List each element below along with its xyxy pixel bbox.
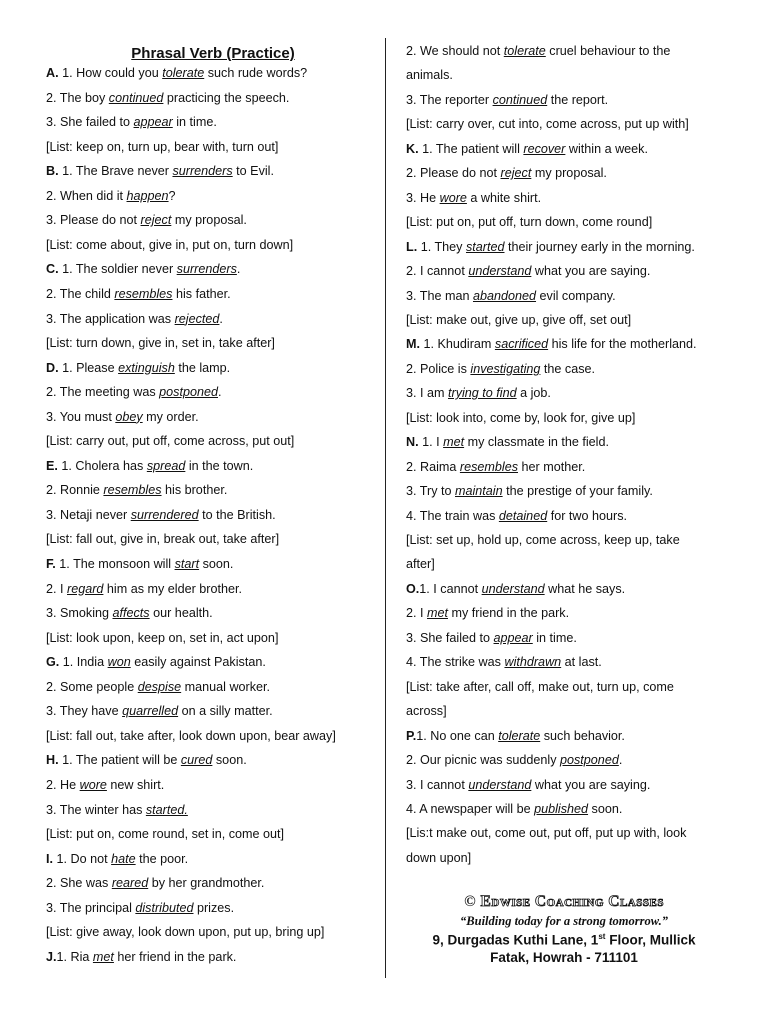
left-line (46, 654, 266, 670)
left-line (46, 826, 284, 842)
left-line (46, 728, 336, 744)
target-verb: met (427, 606, 448, 621)
target-verb: regard (67, 581, 104, 596)
left-line (46, 924, 324, 940)
left-line (46, 752, 247, 768)
right-line (406, 336, 722, 352)
brand-text: Edwise Coaching Classes (480, 893, 664, 910)
section-letter: F. (46, 557, 56, 571)
right-line (406, 605, 722, 621)
address-line-2: Fatak, Howrah - 711101 (490, 949, 638, 965)
right-line (406, 141, 722, 157)
target-verb: detained (498, 508, 548, 523)
right-line (406, 43, 722, 59)
right-line (406, 850, 722, 866)
left-line (46, 679, 270, 695)
target-verb: investigating (470, 361, 541, 376)
sentence-text: to Evil. (232, 164, 274, 179)
sentence-text: 2. Raima (406, 459, 460, 474)
sentence-text: evil company. (536, 288, 616, 303)
target-verb: trying to find (448, 386, 517, 401)
target-verb: resembles (103, 483, 162, 498)
left-line (46, 556, 233, 572)
sentence-text: 2. He (46, 777, 80, 792)
left-line (46, 507, 276, 523)
target-verb: start (174, 557, 200, 571)
right-line (406, 508, 722, 524)
sentence-text: across] (406, 704, 447, 719)
right-line (406, 239, 722, 255)
target-verb: sacrificed (494, 337, 549, 352)
section-letter: D. (46, 360, 59, 375)
left-line (46, 286, 231, 302)
sentence-text: 1. They (417, 239, 466, 254)
sentence-text: in time. (172, 115, 217, 130)
target-verb: hate (111, 851, 136, 866)
target-verb: understand (481, 581, 545, 596)
right-line (406, 459, 722, 475)
sentence-text: . (236, 262, 241, 277)
sentence-text: 1. Khudiram (420, 337, 495, 352)
sentence-text: 2. When did it (46, 188, 127, 203)
left-line (46, 384, 222, 400)
sentence-text: [Lis:t make out, come out, put off, put up with, look (406, 826, 687, 841)
sentence-text: 2. We should not (406, 44, 504, 58)
sentence-text: his life for the motherland. (548, 337, 697, 352)
target-verb: surrenders (176, 262, 237, 277)
left-line (46, 433, 294, 449)
left-line (46, 163, 274, 179)
target-verb: cured (180, 753, 213, 768)
right-line (406, 630, 722, 646)
sentence-text: 2. I (406, 606, 427, 621)
sentence-text: my classmate in the field. (464, 435, 609, 450)
section-letter: K. (406, 141, 419, 156)
sentence-text: her friend in the park. (113, 949, 237, 964)
page-title: Phrasal Verb (Practice) (131, 45, 295, 62)
target-verb: met (92, 949, 114, 964)
sentence-text: soon. (212, 753, 247, 768)
sentence-text: 3. I cannot (406, 777, 469, 792)
sentence-text: our health. (149, 606, 213, 621)
sentence-text: to the British. (198, 507, 276, 522)
right-line (406, 116, 722, 132)
target-verb: understand (468, 777, 532, 792)
right-line (406, 434, 722, 450)
sentence-text: after] (406, 557, 435, 572)
sentence-text: 1. How could you (58, 66, 163, 80)
sentence-text: [List: fall out, give in, break out, take after] (46, 532, 280, 547)
sentence-text: my friend in the park. (448, 606, 570, 621)
sentence-text: 3. He (406, 190, 440, 205)
sentence-text: 3. The principal (46, 900, 136, 915)
sentence-text: on a silly matter. (178, 704, 273, 719)
sentence-text: 1. The patient will (418, 141, 524, 156)
sentence-text: 3. Smoking (46, 606, 113, 621)
sentence-text: 1. The soldier never (58, 262, 177, 277)
right-line (406, 288, 722, 304)
left-line (46, 65, 307, 81)
left-line (46, 900, 234, 916)
sentence-text: 3. The winter has (46, 802, 146, 817)
right-line (406, 410, 722, 426)
sentence-text: 1. India (59, 655, 108, 670)
target-verb: happen (126, 188, 169, 203)
section-letter: I. (46, 851, 53, 866)
target-verb: tolerate (498, 728, 541, 743)
sentence-text: soon. (588, 801, 623, 816)
sentence-text: what he says. (544, 581, 626, 596)
left-line (46, 703, 273, 719)
sentence-text: 2. Please do not (406, 166, 501, 181)
left-line (46, 458, 253, 474)
sentence-text: [List: put on, put off, turn down, come round] (406, 215, 653, 230)
sentence-text: animals. (406, 68, 453, 83)
target-verb: resembles (459, 459, 518, 474)
target-verb: resembles (114, 286, 173, 301)
sentence-text: 2. Ronnie (46, 483, 104, 498)
target-verb: started (465, 239, 505, 254)
sentence-text: the prestige of your family. (502, 484, 653, 499)
right-line (406, 532, 722, 548)
section-letter: A. (46, 66, 59, 80)
sentence-text: easily against Pakistan. (130, 655, 266, 670)
sentence-text: [List: look into, come by, look for, give up] (406, 410, 636, 425)
sentence-text: such rude words? (204, 66, 308, 80)
sentence-text: 3. They have (46, 704, 123, 719)
target-verb: postponed (159, 385, 218, 400)
sentence-text: . (219, 311, 223, 326)
sentence-text: what you are saying. (531, 264, 651, 279)
sentence-text: my proposal. (171, 213, 247, 228)
sentence-text: 1. The patient will be (58, 753, 181, 768)
target-verb: surrenders (172, 164, 233, 179)
sentence-text: my order. (142, 409, 199, 424)
target-verb: continued (108, 90, 164, 105)
section-letter: E. (46, 458, 58, 473)
sentence-text: soon. (199, 557, 234, 571)
sentence-text: him as my elder brother. (103, 581, 242, 596)
target-verb: reared (111, 876, 149, 891)
sentence-text: practicing the speech. (163, 90, 290, 105)
right-line (406, 556, 722, 572)
sentence-text: down upon] (406, 850, 472, 865)
target-verb: obey (115, 409, 143, 424)
sentence-text: 4. A newspaper will be (406, 801, 535, 816)
target-verb: reject (140, 213, 172, 228)
target-verb: distributed (135, 900, 194, 915)
sentence-text: manual worker. (181, 679, 271, 694)
sentence-text: . (618, 753, 623, 768)
section-letter: L. (406, 239, 418, 254)
sentence-text: 1. Do not (53, 851, 112, 866)
section-letter: H. (46, 753, 59, 768)
address-line-1: 9, Durgadas Kuthi Lane, 1st Floor, Mullick (432, 932, 696, 948)
target-verb: wore (79, 777, 107, 792)
sentence-text: [List: make out, give up, give off, set out] (406, 312, 632, 327)
sentence-text: [List: come about, give in, put on, turn down] (46, 237, 294, 252)
sentence-text: the report. (547, 92, 609, 107)
sentence-text: 1. Cholera has (57, 458, 147, 473)
target-verb: extinguish (118, 360, 175, 375)
sentence-text: a job. (516, 386, 551, 401)
sentence-text: 1. The Brave never (58, 164, 173, 179)
target-verb: abandoned (472, 288, 537, 303)
left-line (46, 139, 278, 155)
sentence-text: 2. The boy (46, 90, 109, 105)
sentence-text: 3. The application was (46, 311, 175, 326)
sentence-text: 3. The man (406, 288, 473, 303)
right-line (406, 801, 722, 817)
right-line (406, 214, 722, 230)
sentence-text: 1. Please (58, 360, 119, 375)
right-line (406, 263, 722, 279)
sentence-text: 1. The monsoon will (55, 557, 175, 571)
sentence-text: 3. She failed to (406, 630, 494, 645)
sentence-text: [List: set up, hold up, come across, keep up, take (406, 533, 680, 547)
sentence-text: 3. Netaji never (46, 507, 131, 522)
sentence-text: such behavior. (540, 728, 625, 743)
section-letter: O. (406, 581, 420, 596)
section-letter: C. (46, 262, 59, 277)
sentence-text: by her grandmother. (148, 876, 265, 891)
section-letter: B. (46, 164, 59, 179)
sentence-text: 4. The train was (406, 508, 499, 523)
sentence-text: 3. She failed to (46, 115, 134, 130)
sentence-text: 2. The meeting was (46, 385, 160, 400)
sentence-text: cruel behaviour to the (545, 44, 671, 58)
sentence-text: 2. Some people (46, 679, 138, 694)
sentence-text: in the town. (185, 458, 254, 473)
sentence-text: 2. I cannot (406, 264, 469, 279)
sentence-text: [List: take after, call off, make out, turn up, come (406, 679, 674, 694)
target-verb: understand (468, 264, 532, 279)
target-verb: despise (137, 679, 182, 694)
sentence-text: 3. I am (406, 386, 448, 401)
sentence-text: [List: put on, come round, set in, come out] (46, 827, 285, 842)
sentence-text: 2. I (46, 581, 67, 596)
sentence-text: in time. (532, 630, 577, 645)
address (406, 928, 722, 966)
sentence-text: at last. (561, 655, 602, 670)
right-line (406, 361, 722, 377)
left-line (46, 114, 217, 130)
left-line (46, 581, 242, 597)
left-line (46, 237, 293, 253)
left-line (46, 311, 223, 327)
sentence-text: within a week. (565, 141, 648, 156)
target-verb: met (443, 435, 465, 450)
section-letter: G. (46, 655, 60, 670)
sentence-text: [List: carry out, put off, come across, put out] (46, 434, 295, 449)
sentence-text: [List: give away, look down upon, put up, bring up] (46, 925, 325, 940)
target-verb: reject (500, 166, 532, 181)
left-line (46, 949, 236, 965)
target-verb: tolerate (503, 44, 546, 58)
left-line (46, 630, 278, 646)
sentence-text: new shirt. (106, 777, 165, 792)
sentence-text: their journey early in the morning. (504, 239, 695, 254)
target-verb: started. (145, 802, 188, 817)
sentence-text: his brother. (161, 483, 228, 498)
target-verb: continued (492, 92, 548, 107)
left-line (46, 802, 188, 818)
right-line (406, 67, 722, 83)
sentence-text: . (218, 385, 222, 400)
left-line (46, 90, 289, 106)
left-line (46, 360, 230, 376)
right-line (406, 581, 722, 597)
sentence-text: [List: keep on, turn up, bear with, turn out] (46, 139, 279, 154)
section-letter: M. (406, 337, 420, 352)
sentence-text: [List: fall out, take after, look down upon, bear away] (46, 728, 336, 743)
left-line (46, 261, 240, 277)
right-line (406, 92, 722, 108)
sentence-text: [List: carry over, cut into, come across, put up with] (406, 117, 689, 132)
sentence-text: 1. I (418, 435, 444, 450)
sentence-text: 3. Try to (406, 484, 455, 499)
target-verb: wore (439, 190, 467, 205)
target-verb: rejected (174, 311, 220, 326)
right-line (406, 483, 722, 499)
left-line (46, 851, 188, 867)
sentence-text: ? (168, 188, 176, 203)
sentence-text: 1. Ria (56, 949, 93, 964)
sentence-text: 2. Police is (406, 361, 471, 376)
target-verb: quarrelled (122, 704, 179, 719)
sentence-text: my proposal. (531, 166, 607, 181)
sentence-text: for two hours. (547, 508, 627, 523)
sentence-text: 2. Our picnic was suddenly (406, 753, 560, 768)
left-line (46, 605, 213, 621)
target-verb: withdrawn (504, 655, 562, 670)
target-verb: won (107, 655, 131, 670)
target-verb: tolerate (162, 66, 205, 80)
tagline: “Building today for a strong tomorrow.” (460, 914, 668, 928)
left-line (46, 409, 199, 425)
sentence-text: the poor. (135, 851, 189, 866)
sentence-text: 2. She was (46, 876, 112, 891)
sentence-text: 2. The child (46, 286, 115, 301)
right-line (406, 728, 722, 744)
sentence-text: the lamp. (174, 360, 231, 375)
left-line (46, 531, 279, 547)
brand-name (406, 893, 722, 911)
sentence-text: [List: look upon, keep on, set in, act upon] (46, 630, 279, 645)
right-line (406, 654, 722, 670)
right-line (406, 825, 722, 841)
sentence-text: 1. I cannot (419, 581, 482, 596)
section-letter: J. (46, 949, 57, 964)
target-verb: maintain (455, 484, 503, 499)
copyright-symbol: © (464, 893, 477, 910)
left-line (46, 188, 176, 204)
sentence-text: her mother. (518, 459, 586, 474)
sentence-text: 3. Please do not (46, 213, 141, 228)
sentence-text: prizes. (193, 900, 235, 915)
right-line (406, 385, 722, 401)
column-divider (385, 38, 386, 978)
target-verb: recover (523, 141, 566, 156)
sentence-text: his father. (172, 286, 231, 301)
left-line (46, 875, 264, 891)
target-verb: affects (112, 606, 150, 621)
left-line (46, 212, 247, 228)
right-line (406, 703, 722, 719)
right-line (406, 165, 722, 181)
right-line (406, 190, 722, 206)
section-letter: N. (406, 435, 419, 450)
sentence-text: 3. The reporter (406, 92, 493, 107)
target-verb: spread (146, 458, 186, 473)
sentence-text: [List: turn down, give in, set in, take after] (46, 336, 275, 351)
target-verb: postponed (560, 753, 619, 768)
sentence-text: the case. (540, 361, 596, 376)
left-line (46, 777, 164, 793)
right-line (406, 777, 722, 793)
target-verb: appear (133, 115, 173, 130)
sentence-text: 3. You must (46, 409, 116, 424)
target-verb: surrendered (130, 507, 199, 522)
sentence-text: 1. No one can (416, 728, 499, 743)
sentence-text: what you are saying. (531, 777, 651, 792)
target-verb: published (534, 801, 589, 816)
sentence-text: a white shirt. (466, 190, 542, 205)
section-letter: P. (406, 728, 417, 743)
sentence-text: 4. The strike was (406, 655, 505, 670)
right-line (406, 752, 722, 768)
target-verb: appear (493, 630, 533, 645)
left-line (46, 482, 227, 498)
right-line (406, 679, 722, 695)
left-line (46, 335, 275, 351)
right-line (406, 312, 722, 328)
